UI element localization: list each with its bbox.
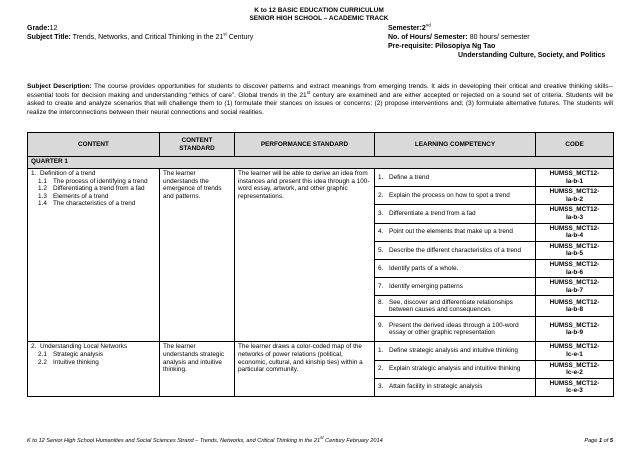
code-prefix: HUMSS_MCT12- (549, 343, 600, 351)
performance-standard-cell: The learner draws a color-coded map of the networks of power relations (political, economic, cultural, and kinship ties) within a particular community. (235, 342, 375, 397)
content-item-text: Definition of a trend (40, 170, 96, 177)
code-suffix: Ia-b-5 (565, 250, 584, 258)
learning-competency-cell (375, 317, 536, 342)
code-cell (536, 187, 614, 205)
competency-text: Present the derived ideas through a 100-word essay or other graphic representation (389, 321, 519, 337)
code-suffix: Ia-b-2 (565, 195, 584, 203)
content-item-text: Strategic analysis (53, 350, 104, 358)
learning-competency-cell (375, 378, 536, 396)
code-prefix: HUMSS_MCT12- (549, 260, 600, 268)
code-cell (536, 296, 614, 317)
code-suffix: Ia-b-8 (565, 306, 584, 314)
description-sup: st (306, 89, 311, 95)
competency-number: 5. (378, 246, 384, 254)
footer-tail: Century February 2014 (323, 438, 383, 444)
description-text-2: century are examined and are either accepted or rejected on a sound set of criteria. Students will be asked to create and analyze scenarios that will challenge them to (1) formulate their stances on issues or concerns; (2) propose interventions and; (3) formulate alternative futures. The students will realize the interconnections between their neural connections and social realities. (27, 91, 613, 116)
code-cell (536, 223, 614, 241)
competency-number: 8. (378, 298, 384, 306)
learning-competency-cell (375, 278, 536, 296)
content-item (31, 359, 156, 367)
description-text-1: The course provides opportunities for students to discover patterns and extract meanings from emerging trends. It aids in developing their critical and creative thinking skills-- essential tools for decision making and understanding “ethics of care”. Global trends in the 21 (27, 83, 613, 99)
learning-competency-cell (375, 241, 536, 259)
code-cell (536, 378, 614, 396)
competency-number: 2. (378, 191, 384, 199)
meta-left (27, 24, 367, 42)
code-cell (536, 241, 614, 259)
code-suffix: Ia-b-1 (565, 177, 584, 185)
competency-number: 2. (378, 365, 384, 373)
code-prefix: HUMSS_MCT12- (549, 170, 600, 177)
content-item-text: The process of identifying a trend (53, 177, 148, 185)
competency-number: 4. (378, 228, 384, 236)
code-prefix: HUMSS_MCT12- (549, 206, 600, 214)
competency-text: Identify parts of a whole. (389, 264, 459, 272)
competency-text: Identify emerging patterns (389, 282, 463, 290)
content-item (31, 170, 156, 178)
subject-description (27, 83, 613, 117)
page-label: Page (584, 438, 599, 444)
quarter-row (28, 157, 614, 169)
prereq-value-1: Pilosopiya Ng Tao (435, 43, 496, 50)
competency-number: 1. (378, 347, 384, 355)
col-header-code: CODE (536, 133, 614, 157)
code-prefix: HUMSS_MCT12- (549, 279, 600, 287)
content-item (31, 343, 156, 351)
semester-sup: nd (425, 22, 431, 28)
page-number (584, 438, 613, 444)
competency-text: Point out the elements that make up a trend (389, 228, 513, 236)
subject-label: Subject Title: (27, 34, 71, 41)
code-prefix: HUMSS_MCT12- (549, 298, 600, 306)
learning-competency-cell (375, 342, 536, 360)
competency-text: See, discover and differentiate relationships between causes and consequences (389, 298, 513, 314)
code-suffix: Ic-e-1 (566, 350, 583, 358)
code-suffix: Ic-e-3 (566, 387, 583, 395)
content-item (31, 200, 156, 208)
code-suffix: Ia-b-3 (565, 213, 584, 221)
hours-value: 80 hours/ semester (469, 34, 530, 41)
col-header-content: CONTENT (28, 133, 160, 157)
curriculum-table (27, 132, 614, 397)
content-item-text: The characteristics of a trend (53, 200, 136, 208)
code-suffix: Ic-e-2 (566, 369, 583, 377)
table-header-row (28, 133, 614, 157)
hours-label: No. of Hours/ Semester: (388, 34, 468, 41)
code-prefix: HUMSS_MCT12- (549, 321, 600, 329)
page-footer (27, 435, 613, 444)
code-cell (536, 360, 614, 378)
learning-competency-cell (375, 169, 536, 187)
code-suffix: Ia-b-4 (565, 232, 584, 240)
content-item-text: Elements of a trend (53, 192, 109, 200)
learning-competency-cell (375, 360, 536, 378)
subject-value: Trends, Networks, and Critical Thinking in the 21 (72, 34, 224, 41)
competency-number: 3. (378, 383, 384, 391)
footer-sup: st (320, 435, 324, 441)
code-cell (536, 317, 614, 342)
code-suffix: Ia-b-9 (565, 329, 584, 337)
code-prefix: HUMSS_MCT12- (549, 188, 600, 196)
quarter-label: QUARTER 1 (28, 157, 614, 169)
content-item-number: 1.3 (38, 192, 47, 200)
code-cell (536, 259, 614, 277)
subject-tail: Century (226, 34, 254, 41)
description-label: Subject Description: (27, 83, 92, 90)
content-item (31, 178, 156, 186)
content-item (31, 351, 156, 359)
competency-number: 6. (378, 264, 384, 272)
doc-header-line2: SENIOR HIGH SCHOOL – ACADEMIC TRACK (249, 15, 389, 22)
footer-text: K to 12 Senior High School Humanities and Social Sciences Strand – Trends, Networks, and Critical Thinking in the 21 (27, 438, 321, 444)
learning-competency-cell (375, 296, 536, 317)
col-header-performance-standard: PERFORMANCE STANDARD (235, 133, 375, 157)
competency-text: Define strategic analysis and intuitive thinking (389, 347, 518, 355)
meta-right (388, 24, 628, 60)
content-item-number: 1.4 (38, 200, 47, 208)
competency-number: 1. (378, 173, 384, 181)
competency-number: 7. (378, 282, 384, 290)
learning-competency-cell (375, 205, 536, 223)
grade-value: 12 (49, 25, 58, 32)
content-item-number: 1.2 (38, 185, 47, 193)
semester-label: Semester: (388, 25, 422, 32)
content-item-text: Understanding Local Networks (40, 343, 128, 351)
content-item-number: 2.1 (38, 350, 47, 358)
content-item (31, 193, 156, 201)
semester-value: 2 (421, 25, 426, 32)
code-cell (536, 278, 614, 296)
code-prefix: HUMSS_MCT12- (549, 379, 600, 387)
code-prefix: HUMSS_MCT12- (549, 361, 600, 369)
grade-label: Grade: (27, 25, 50, 32)
code-cell (536, 342, 614, 360)
code-cell (536, 169, 614, 187)
competency-text: Describe the different characteristics of a trend (389, 246, 522, 254)
performance-standard-cell: The learner will be able to derive an idea from instances and present this idea through a 100-word essay, artwork, and other graphic representations. (235, 169, 375, 342)
learning-competency-cell (375, 259, 536, 277)
content-item-text: Differentiating a trend from a fad (53, 185, 145, 193)
code-suffix: Ia-b-6 (565, 268, 584, 276)
page-total: 5 (609, 438, 613, 444)
competency-text: Explain the process on how to spot a trend (389, 191, 510, 199)
col-header-learning-competency: LEARNING COMPETENCY (375, 133, 536, 157)
learning-competency-cell (375, 223, 536, 241)
content-item (31, 185, 156, 193)
competency-text: Attain facility in strategic analysis (389, 383, 483, 391)
code-prefix: HUMSS_MCT12- (549, 242, 600, 250)
content-standard-cell: The learner understands strategic analysis and intuitive thinking. (160, 342, 235, 397)
content-item-number: 1. (31, 170, 37, 177)
content-item-number: 2.2 (38, 358, 47, 366)
competency-text: Differentiate a trend from a fad (389, 210, 476, 218)
competency-number: 3. (378, 210, 384, 218)
table-row (28, 169, 614, 187)
content-standard-cell: The learner understands the emergence of trends and patterns. (160, 169, 235, 342)
page-num: 1 (598, 438, 603, 444)
content-item-number: 1.1 (38, 177, 47, 185)
doc-header-line1: K to 12 BASIC EDUCATION CURRICULUM (254, 7, 384, 14)
content-cell (28, 342, 160, 397)
code-cell (536, 205, 614, 223)
content-cell (28, 169, 160, 342)
code-prefix: HUMSS_MCT12- (549, 224, 600, 232)
competency-text: Explain strategic analysis and intuitive thinking (389, 365, 521, 373)
prereq-value-2: Understanding Culture, Society, and Politics (458, 52, 606, 59)
learning-competency-cell (375, 187, 536, 205)
competency-number: 9. (378, 321, 384, 329)
page-of: of (602, 438, 610, 444)
table-row (28, 342, 614, 360)
col-header-content-standard: CONTENT STANDARD (160, 133, 235, 157)
code-suffix: Ia-b-7 (565, 286, 584, 294)
prereq-label: Pre-requisite: (388, 43, 434, 50)
content-item-number: 2. (31, 343, 37, 351)
content-item-text: Intuitive thinking (53, 358, 99, 366)
subject-sup: st (223, 31, 227, 37)
competency-text: Define a trend (389, 173, 430, 181)
